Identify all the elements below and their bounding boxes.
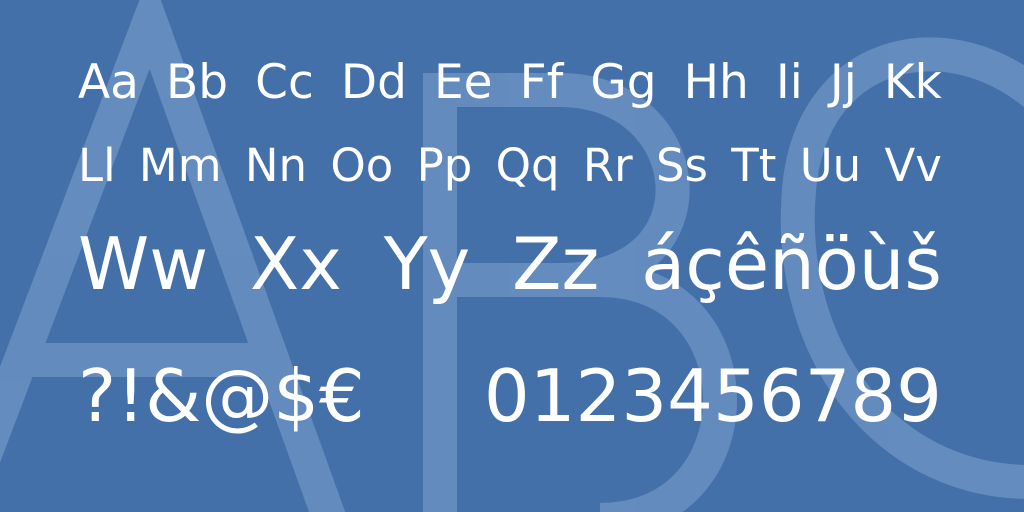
- specimen-line-4: [78, 352, 942, 440]
- glyph-pair: Ee: [433, 55, 493, 110]
- specimen-line-1: [78, 55, 942, 111]
- glyph-pair: Oo: [330, 139, 394, 192]
- glyph-pair: Vv: [884, 139, 942, 192]
- specimen-line-2: [78, 138, 942, 194]
- accented-glyphs: áçêñöùš: [641, 222, 942, 306]
- glyph-pair: Ii: [775, 55, 803, 110]
- glyph-pair: Cc: [255, 55, 314, 110]
- digit-glyphs: 0123456789: [483, 354, 942, 438]
- glyph-pair: Aa: [78, 55, 139, 110]
- glyph-pair: Pp: [416, 139, 473, 192]
- glyph-pair: Uu: [799, 139, 862, 192]
- specimen-line-3: [78, 220, 942, 308]
- glyph-pair: Xx: [249, 222, 342, 306]
- glyph-pair: Mm: [138, 139, 222, 192]
- glyph-pair: Hh: [683, 55, 749, 110]
- glyph-pair: Gg: [590, 55, 657, 110]
- glyph-pair: Ff: [519, 55, 564, 110]
- glyph-pair: Qq: [495, 139, 560, 192]
- glyph-pair: Yy: [383, 222, 471, 306]
- glyph-pair: Jj: [829, 55, 857, 110]
- glyph-pair: Nn: [244, 139, 308, 192]
- glyph-pair: Ww: [78, 222, 209, 306]
- glyph-pair: Tt: [731, 139, 777, 192]
- glyph-pair: Ss: [655, 139, 708, 192]
- glyph-pair: Ll: [78, 139, 116, 192]
- glyph-pair: Bb: [166, 55, 229, 110]
- glyph-pair: Dd: [340, 55, 407, 110]
- glyph-pair: Zz: [512, 222, 600, 306]
- symbol-glyphs: ?!&@$€: [78, 354, 365, 438]
- glyph-pair: Kk: [883, 55, 942, 110]
- glyph-pair: Rr: [582, 139, 633, 192]
